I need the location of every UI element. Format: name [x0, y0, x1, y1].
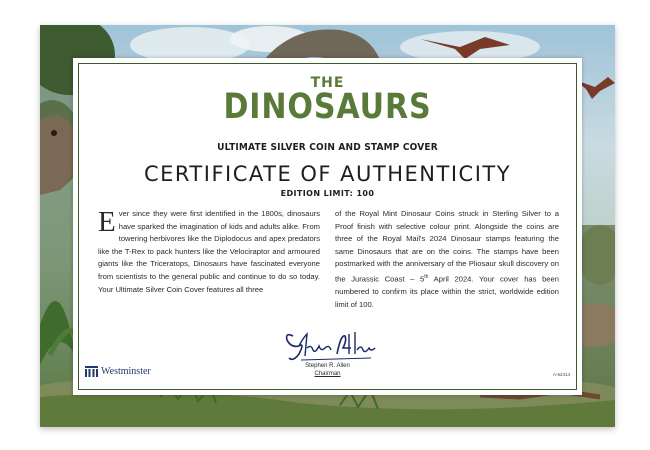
- body-right-text: of the Royal Mint Dinosaur Coins struck in Sterling Silver to a Proof finish with selective colour print. Alongside the coins are three of the Royal Mail's 2024 Dinosaur stamps featuring the same Dinosaurs that are on the coins. The stamps have been postmarked with the anniversary of the Pliosaur skull discovery on the Jurassic Coast – 5: [335, 209, 559, 284]
- certificate-panel: [73, 58, 582, 395]
- brand-the: THE: [310, 75, 345, 91]
- ordinal-suffix: th: [424, 273, 429, 280]
- brand-subtitle: ULTIMATE SILVER COIN AND STAMP COVER: [217, 142, 438, 153]
- body-right-text-end: April 2024. Your cover has been numbered to confirm its place within the strict, worldwide edition limit of 100.: [335, 274, 559, 309]
- body-right-column: [335, 208, 559, 311]
- edition-limit: EDITION LIMIT: 100: [280, 189, 375, 198]
- signatory-name: Stephen R. Allen: [305, 363, 350, 369]
- certificate-heading: CERTIFICATE OF AUTHENTICITY: [143, 162, 512, 186]
- handwritten-signature: [281, 326, 377, 366]
- body-left-column: [98, 208, 320, 296]
- body-left-text: ver since they were first identified in the 1800s, dinosaurs have sparked the imagination of kids and adults alike. From towering herbivores like the Diplodocus and apex predators like the T-Rex to pack hunters like the Velociraptor and armoured giants like the Triceratops, Dinosaurs have fascinated everyone from scientists to the general public and continue to do so today. Your Ultimate Silver Coin Cover features all three: [98, 209, 320, 294]
- westminster-name: Westminster: [101, 366, 151, 377]
- drop-cap: E: [98, 206, 116, 238]
- reference-code: A-62414: [552, 372, 570, 377]
- brand-title: DINOSAURS: [223, 87, 432, 127]
- signatory-title: Chairman: [314, 371, 341, 377]
